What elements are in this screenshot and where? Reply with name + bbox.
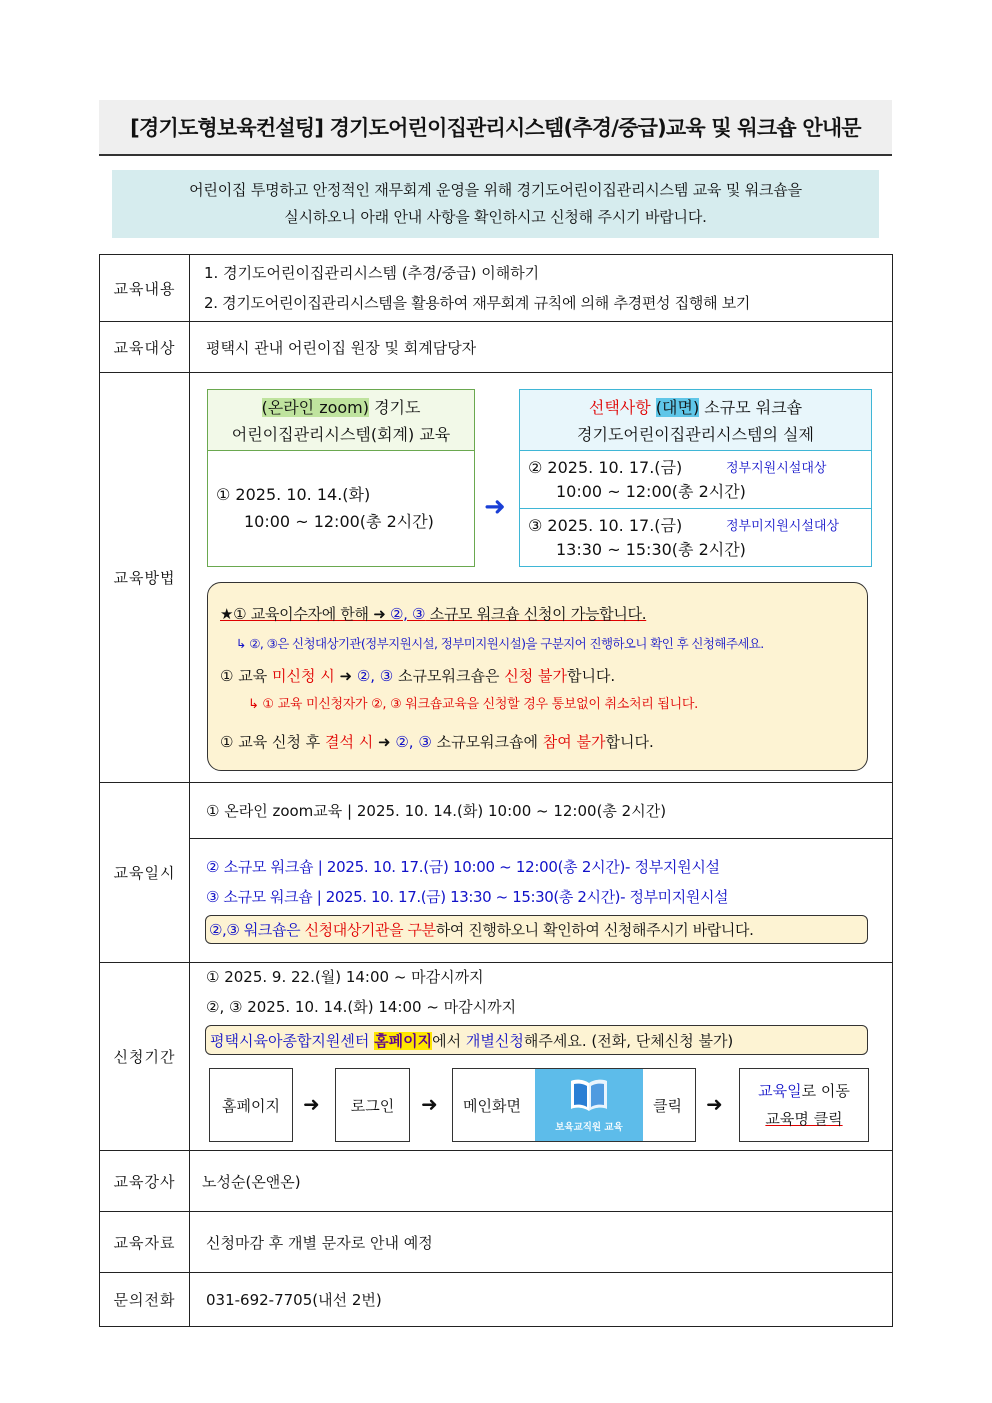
- online-time: 10:00 ~ 12:00(총 2시간): [244, 512, 434, 531]
- instructor-value: 노성순(온앤온): [190, 1151, 893, 1212]
- notice-line-1: ★① 교육이수자에 한해 ➜ ②, ③ 소규모 워크숍 신청이 가능합니다.: [220, 605, 647, 623]
- step-main-label: 메인화면: [463, 1096, 521, 1115]
- label-apply: 신청기간: [100, 963, 190, 1151]
- step-education-day: 교육일로 이동 교육명 클릭: [739, 1068, 869, 1142]
- phone-value: 031-692-7705(내선 2번): [190, 1273, 893, 1327]
- label-instructor: 교육강사: [100, 1151, 190, 1212]
- schedule-note: ②,③ 워크숍은 신청대상기관을 구분하여 진행하오니 확인하여 신청해주시기 바랍니다.: [205, 915, 868, 944]
- target-value: 평택시 관내 어린이집 원장 및 회계담당자: [190, 322, 893, 373]
- online-head-line2: 어린이집관리시스템(회계) 교육: [231, 425, 451, 444]
- label-target: 교육대상: [100, 322, 190, 373]
- label-material: 교육자료: [100, 1212, 190, 1273]
- workshop3-tag: 정부미지원시설대상: [726, 519, 840, 534]
- menu-label: 보육교직원 교육: [555, 1122, 623, 1133]
- intro-line-1: 어린이집 투명하고 안정적인 재무회계 운영을 위해 경기도어린이집관리시스템 교육 및 워크숍을: [189, 181, 802, 199]
- notice-line-2: ↳ ②, ③은 신청대상기관(정부지원시설, 정부미지원시설)을 구분지어 진행하오니 확인 후 신청해주세요.: [236, 636, 764, 651]
- apply-instruction: 평택시육아종합지원센터 홈페이지에서 개별신청해주세요. (전화, 단체신청 불가): [205, 1025, 868, 1055]
- workshop2-tag: 정부지원시설대상: [726, 461, 827, 476]
- workshop-box: [519, 389, 872, 567]
- label-schedule: 교육일시: [100, 783, 190, 963]
- workshop3-time: 13:30 ~ 15:30(총 2시간): [556, 540, 746, 559]
- teacher-education-menu: [535, 1069, 643, 1141]
- offline-tag: (대면): [655, 398, 700, 417]
- online-date: ① 2025. 10. 14.(화): [216, 485, 371, 504]
- apply-line-2: ②, ③ 2025. 10. 14.(화) 14:00 ~ 마감시까지: [206, 998, 517, 1016]
- book-icon: [569, 1077, 609, 1113]
- arrow-icon: ➜: [303, 1092, 320, 1116]
- notice-line-4: ↳ ① 교육 미신청자가 ②, ③ 워크숍교육을 신청할 경우 통보없이 취소처리 됩니다.: [248, 697, 698, 712]
- arrow-right-icon: ➜: [484, 492, 506, 522]
- workshop2-time: 10:00 ~ 12:00(총 2시간): [556, 482, 746, 501]
- notice-line-5: ① 교육 신청 후 결석 시 ➜ ②, ③ 소규모워크숍에 참여 불가합니다.: [220, 733, 654, 751]
- arrow-icon: ➜: [421, 1092, 438, 1116]
- label-phone: 문의전화: [100, 1273, 190, 1327]
- schedule-line-2: ② 소규모 워크숍 | 2025. 10. 17.(금) 10:00 ~ 12:00(총 2시간)- 정부지원시설: [206, 858, 720, 876]
- arrow-icon: ➜: [706, 1092, 723, 1116]
- label-method: 교육방법: [100, 373, 190, 783]
- online-head-rest: 경기도: [369, 398, 421, 417]
- step-login: 로그인: [335, 1068, 410, 1142]
- schedule-divider: [190, 838, 893, 839]
- material-value: 신청마감 후 개별 문자로 안내 예정: [190, 1212, 893, 1273]
- content-line-1: 1. 경기도어린이집관리시스템 (추경/중급) 이해하기: [204, 264, 540, 282]
- page-title: [경기도형보육컨설팅] 경기도어린이집관리시스템(추경/중급)교육 및 워크숍 안내문: [99, 100, 892, 156]
- notice-line-3: ① 교육 미신청 시 ➜ ②, ③ 소규모워크숍은 신청 불가합니다.: [220, 667, 616, 685]
- workshop-head-rest: 소규모 워크숍: [699, 398, 803, 417]
- label-content: 교육내용: [100, 255, 190, 322]
- intro-box: [112, 170, 879, 238]
- apply-line-1: ① 2025. 9. 22.(월) 14:00 ~ 마감시까지: [206, 968, 484, 986]
- workshop2-date: ② 2025. 10. 17.(금): [528, 458, 683, 477]
- content-line-2: 2. 경기도어린이집관리시스템을 활용하여 재무회계 규칙에 의해 추경편성 집행해 보기: [204, 294, 751, 312]
- workshop3-date: ③ 2025. 10. 17.(금): [528, 516, 683, 535]
- step-main: [452, 1068, 696, 1142]
- intro-line-2: 실시하오니 아래 안내 사항을 확인하시고 신청해 주시기 바랍니다.: [284, 208, 707, 226]
- online-tag: (온라인 zoom): [261, 398, 370, 417]
- schedule-line-3: ③ 소규모 워크숍 | 2025. 10. 17.(금) 13:30 ~ 15:30(총 2시간)- 정부미지원시설: [206, 888, 729, 906]
- optional-tag: 선택사항: [588, 398, 651, 417]
- step-homepage: 홈페이지: [209, 1068, 293, 1142]
- notice-box: [207, 582, 868, 771]
- online-course-box: [207, 389, 475, 567]
- workshop-head-line2: 경기도어린이집관리시스템의 실제: [577, 425, 814, 444]
- schedule-line-1: ① 온라인 zoom교육 | 2025. 10. 14.(화) 10:00 ~ 12:00(총 2시간): [206, 802, 667, 820]
- step-click: 클릭: [653, 1096, 682, 1115]
